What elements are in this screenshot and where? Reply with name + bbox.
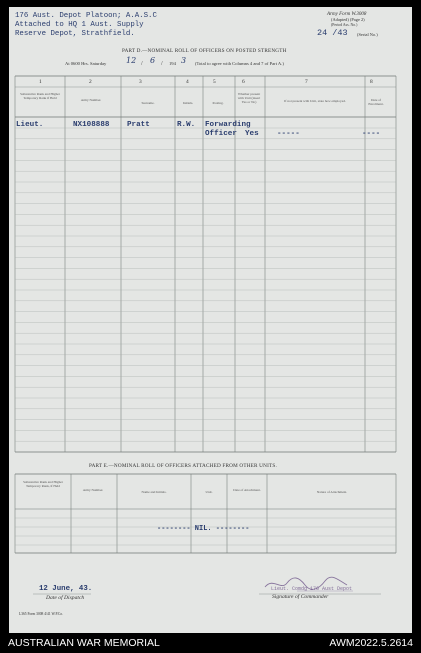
column-header-enrolment: Date of Enrolment. [368,98,384,106]
serial-number-label: (Serial No.) [357,32,378,37]
date-prefix: At 0600 Hrs. Saturday [65,61,107,66]
date-suffix: (Total to agree with Columns 4 and 7 of Part A.) [195,61,284,66]
dispatch-date-label: Date of Dispatch [46,595,85,601]
part-e-header-rank: Substantive Rank and Higher Temporary Rank, if Held [23,480,63,488]
date-day: 12 [126,56,137,65]
column-header-surname: Surname. [141,101,155,105]
part-e-header-nature: Nature of Attachment. [316,490,348,494]
column-header-initials: Initials. [182,101,194,105]
part-d-title: PART D.—NOMINAL ROLL OF OFFICERS ON POSTED STRENGTH [122,48,287,54]
part-e-header-army-number: Army Number. [82,488,104,492]
period-label: (Period Ass. No.) [331,23,358,27]
signature-label: Signature of Commander [272,594,329,600]
caption-bar [0,633,421,653]
entry-surname: Pratt [127,121,150,129]
unit-header-line2: Attached to HQ 1 Aust. Supply [15,21,144,29]
date-separator-2: / [161,61,163,67]
entry-initials: R.W. [177,121,196,129]
part-e-header-name: Name and Initials. [141,490,167,494]
date-separator: / [141,61,143,67]
column-header-posting: Posting. [212,101,224,105]
date-year: 3 [181,56,187,65]
form-sheet [9,7,412,633]
caption-accession: AWM2022.5.2614 [329,637,413,649]
form-adapted-label: (Adapted) (Page 2) [331,17,365,22]
army-form-number: Army Form W.3008 [327,12,367,17]
column-number: 5 [213,79,216,85]
entry-posting-line2: Officer [205,130,237,138]
part-e-header-unit: Unit. [205,490,213,494]
entry-posting-line1: Forwarding [205,121,251,129]
column-header-rank: Substantive Rank and Higher Temporary Rank if Held [20,92,60,100]
date-year-prefix: 194 [169,61,176,66]
unit-header-line3: Reserve Depot, Strathfield. [15,30,135,38]
part-e-nil-entry: -------- NIL. -------- [157,525,250,533]
column-number: 7 [305,79,308,85]
printer-line: L365 Form 3008 4/41 W.P.Co. [19,612,64,616]
unit-header-line1: 176 Aust. Depot Platoon; A.A.S.C [15,12,157,20]
entry-enrolment: ---- [362,130,381,138]
column-number: 1 [39,79,42,85]
part-e-title: PART E.—NOMINAL ROLL OF OFFICERS ATTACHED FROM OTHER UNITS. [89,463,277,469]
entry-rank: Lieut. [16,121,44,129]
column-number: 3 [139,79,142,85]
signature-stamp: Lieut. Comdg 176 Aust Depot [271,586,353,592]
entry-employment: ----- [277,130,300,138]
column-number: 4 [186,79,189,85]
caption-source: AUSTRALIAN WAR MEMORIAL [8,637,160,649]
column-header-army-number: Army Number. [80,98,102,102]
column-number: 2 [89,79,92,85]
part-e-header-date: Date of Attachment. [233,488,261,492]
column-number: 8 [370,79,373,85]
column-header-present: Whether present with Unit (insert Yes or No) [237,92,261,104]
column-number: 6 [242,79,245,85]
date-month: 6 [150,56,156,65]
entry-present: Yes [245,130,259,138]
entry-army-number: NX108888 [73,121,110,129]
dispatch-date: 12 June, 43. [39,585,93,593]
column-header-employment: If not present with Unit, state how employed. [284,99,346,103]
serial-number-value: 24 /43 [317,28,348,38]
